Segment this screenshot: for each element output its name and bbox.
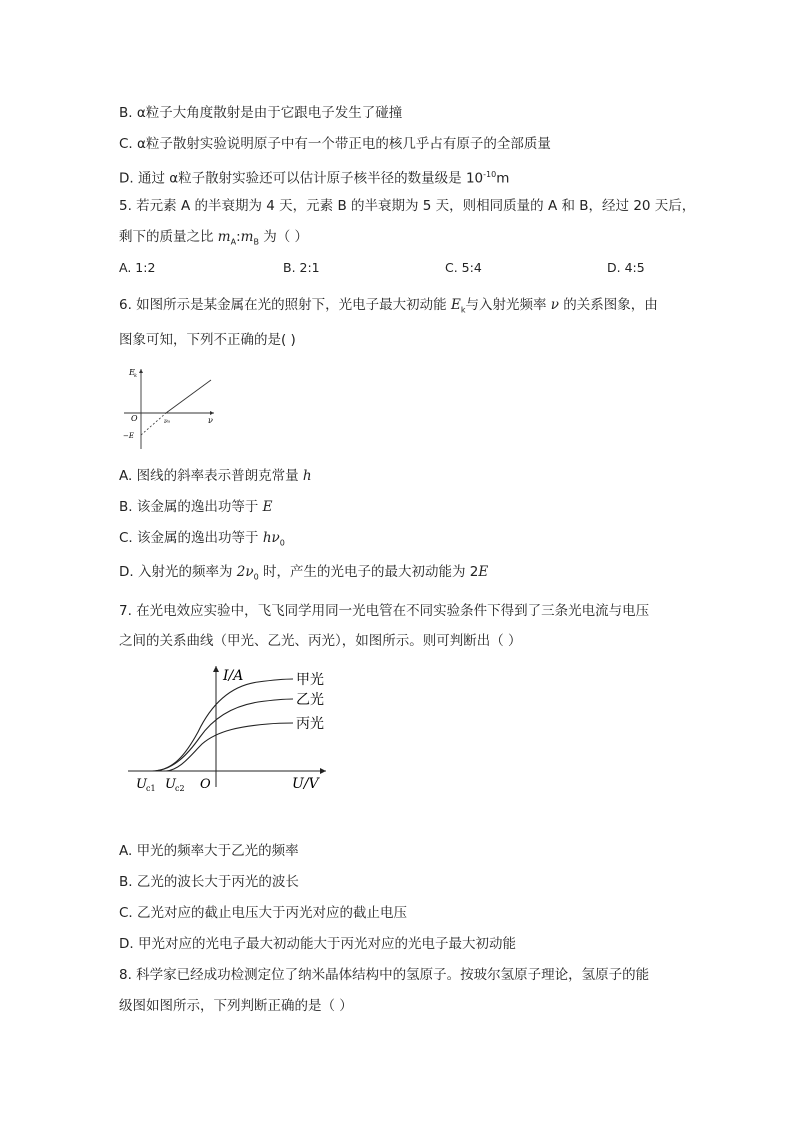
- q6-nu: ν: [550, 297, 559, 313]
- q5-stem-line1: 5. 若元素 A 的半衰期为 4 天，元素 B 的半衰期为 5 天，则相同质量的 A 和 B，经过 20 天后，: [119, 198, 696, 214]
- q6-option-d-freq: 2ν: [236, 564, 254, 580]
- q5-stem-end: 为（ ）: [258, 229, 309, 245]
- q7-x-arrow: [320, 768, 326, 774]
- q5-option-c: C. 5:4: [445, 260, 482, 275]
- q7-curve-jia: [152, 679, 293, 771]
- q7-option-a: A. 甲光的频率大于乙光的频率: [119, 843, 299, 859]
- q4-option-d-unit: m: [496, 170, 510, 187]
- q6-option-a: [119, 466, 312, 486]
- q6-option-c-hnu: hν: [262, 530, 280, 546]
- q7-option-d: D. 甲光对应的光电子最大初动能大于丙光对应的光电子最大初动能: [119, 936, 516, 952]
- q7-stem-line1: 7. 在光电效应实验中，飞飞同学用同一光电管在不同实验条件下得到了三条光电流与电压: [119, 603, 650, 619]
- q4-option-c: C. α粒子散射实验说明原子中有一个带正电的核几乎占有原子的全部质量: [119, 136, 551, 152]
- q7-uc2-sub: c2: [175, 784, 185, 793]
- q7-curve-yi: [152, 699, 293, 771]
- q6-x-arrow: [210, 411, 214, 415]
- q6-stem-mid: 与入射光频率: [465, 297, 551, 313]
- q5-option-a: A. 1:2: [119, 260, 156, 275]
- q6-solid-line: [166, 380, 211, 413]
- q7-uc1-sub: c1: [146, 784, 156, 793]
- q6-option-d-e: E: [478, 564, 489, 580]
- q8-stem-line2: 级图如图所示，下列判断正确的是（ ）: [119, 998, 353, 1014]
- q7-uc2: U: [165, 777, 176, 792]
- q6-stem-line1: [119, 295, 658, 321]
- q6-option-d-text: D. 入射光的频率为: [119, 564, 237, 580]
- q6-ek: E: [450, 297, 461, 313]
- q5-stem-line2: [119, 227, 308, 253]
- q7-origin: O: [200, 777, 211, 792]
- q7-stem-line2: 之间的关系曲线（甲光、乙光、丙光），如图所示。则可判断出（ ）: [119, 633, 522, 649]
- q6-stem-text: 6. 如图所示是某金属在光的照射下，光电子最大初动能: [119, 297, 451, 313]
- q7-uc1: U: [136, 777, 147, 792]
- q6-option-b-e: E: [262, 499, 273, 515]
- q6-origin: O: [131, 414, 138, 423]
- q7-option-b: B. 乙光的波长大于丙光的波长: [119, 874, 299, 890]
- q6-ek-sub: k: [460, 305, 466, 315]
- q4-option-b: B. α粒子大角度散射是由于它跟电子发生了碰撞: [119, 105, 403, 121]
- q7-label-jia: 甲光: [296, 672, 324, 688]
- q6-option-b-text: B. 该金属的逸出功等于: [119, 499, 263, 515]
- q4-option-d-exponent: -10: [483, 170, 497, 179]
- q5-mass-a-sub: A: [230, 237, 237, 247]
- q5-mass-a: m: [217, 229, 231, 245]
- q6-option-c-sub: 0: [279, 538, 285, 548]
- q5-mass-b-sub: B: [253, 237, 259, 247]
- q7-y-label: I/A: [223, 668, 244, 684]
- q8-stem-line1: 8. 科学家已经成功检测定位了纳米晶体结构中的氢原子。按玻尔氢原子理论，氢原子的能: [119, 967, 650, 983]
- q6-y-tick: −E: [123, 432, 134, 440]
- q7-label-bing: 丙光: [296, 716, 324, 732]
- q5-option-b: B. 2:1: [283, 260, 320, 275]
- q6-x-label: ν: [208, 416, 213, 425]
- q6-option-a-h: h: [302, 468, 312, 484]
- q7-option-c: C. 乙光对应的截止电压大于丙光对应的截止电压: [119, 905, 408, 921]
- q6-option-b: [119, 497, 273, 517]
- q7-label-yi: 乙光: [296, 692, 324, 708]
- q6-dashed-line: [141, 413, 166, 435]
- q7-iu-graph: [118, 662, 343, 797]
- q6-option-c: [119, 528, 285, 554]
- q5-mass-b: m: [240, 229, 254, 245]
- q6-y-label: E: [129, 368, 135, 377]
- q5-colon: :: [236, 229, 241, 245]
- q6-y-label-sub: k: [134, 373, 138, 379]
- q6-ek-nu-graph: [118, 363, 218, 453]
- q5-stem-text: 剩下的质量之比: [119, 229, 218, 245]
- q4-option-d: [119, 165, 509, 189]
- q7-y-arrow: [213, 666, 219, 672]
- q7-curve-bing: [166, 723, 293, 771]
- q6-option-c-text: C. 该金属的逸出功等于: [119, 530, 263, 546]
- q6-option-d-sub: 0: [253, 572, 259, 582]
- q6-stem-line2: 图象可知，下列不正确的是( ): [119, 332, 296, 348]
- q5-option-d: D. 4:5: [607, 260, 645, 275]
- q4-option-d-text: D. 通过 α粒子散射实验还可以估计原子核半径的数量级是 10: [119, 170, 484, 187]
- q6-y-arrow: [139, 369, 143, 373]
- q6-option-a-text: A. 图线的斜率表示普朗克常量: [119, 468, 303, 484]
- q6-option-d: [119, 562, 488, 588]
- q6-stem-end: 的关系图象，由: [558, 297, 658, 313]
- q7-x-label: U/V: [292, 776, 319, 792]
- q6-x-tick: ν₀: [164, 418, 171, 425]
- q6-option-d-mid: 时，产生的光电子的最大初动能为 2: [258, 564, 479, 580]
